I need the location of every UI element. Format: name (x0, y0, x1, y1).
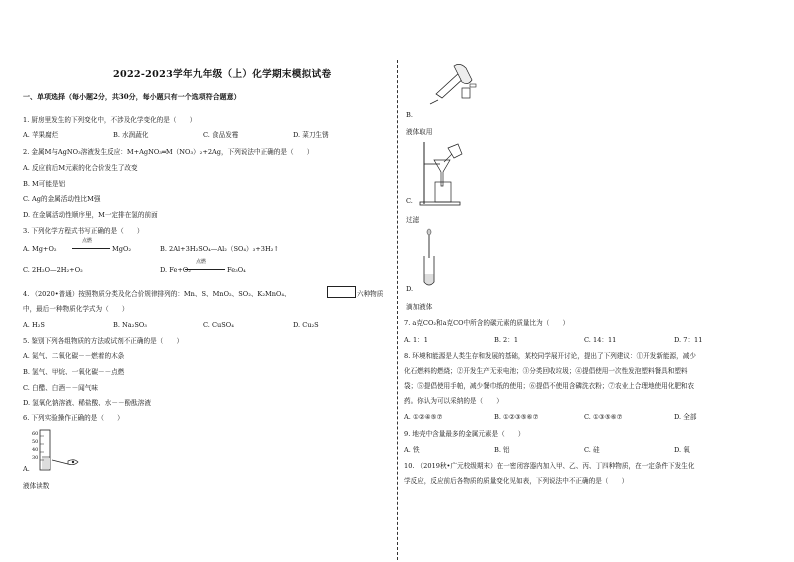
iron-stand-base (420, 202, 460, 205)
q6-option-b-caption: 液体取用 (406, 128, 433, 136)
q1-option-a: A. 苹果腐烂 (23, 131, 59, 139)
scale-label: 60 (32, 431, 39, 437)
question-8-line1: 8. 环境和能源是人类生存和发展的基础，某校同学展开讨论，提出了下列建议：①开发新能源，减少 (404, 352, 696, 360)
q3-a-product: MgO₂ (112, 245, 132, 253)
tube-mouth (430, 100, 438, 104)
q5-option-b: B. 氢气、甲烷、一氧化碳－－点燃 (23, 368, 125, 376)
q3-d-condition: 点燃 (196, 259, 207, 265)
page-title: 2022-2023学年九年级（上）化学期末模拟试卷 (113, 69, 332, 80)
scale-label: 30 (32, 455, 39, 461)
question-3-stem: 3. 下列化学方程式书写正确的是（ ） (23, 227, 144, 235)
q9-option-b: B. 铝 (494, 446, 510, 454)
question-10-line2: 学反应，反应前后各物质的质量变化见如表，下列说法中不正确的是（ ） (404, 477, 629, 485)
q9-option-a: A. 铁 (404, 446, 420, 454)
q1-option-d: D. 菜刀生锈 (293, 131, 329, 139)
filtration-figure (418, 140, 474, 206)
q3-d-reaction-line (185, 269, 225, 270)
liquid-pouring-figure (426, 64, 486, 108)
q3-option-d: D. Fe+O₂ (160, 266, 191, 274)
q4-option-b: B. Na₂SO₃ (113, 321, 147, 329)
q6-option-b-letter: B. (406, 111, 413, 119)
q6-option-d-letter: D. (406, 285, 414, 293)
q6-option-d-caption: 滴加液体 (406, 303, 433, 311)
q2-option-c: C. Ag的金属活动性比M强 (23, 195, 101, 203)
q6-option-c-letter: C. (406, 197, 413, 205)
q1-option-c: C. 食品发霉 (203, 131, 239, 139)
question-1-stem: 1. 厨房里发生的下列变化中，不涉及化学变化的是（ ） (23, 116, 197, 124)
question-6-stem: 6. 下列实验操作正确的是（ ） (23, 414, 124, 422)
q4-option-d: D. Cu₂S (293, 321, 319, 329)
q3-d-product: Fe₃O₄ (227, 266, 246, 274)
dropper-bulb (427, 229, 431, 235)
question-2-stem: 2. 金属M与AgNO₃溶液发生反应：M+AgNO₃═M（NO₃）₂+2Ag，下列说法中正确的是（ ） (23, 148, 314, 156)
question-7-stem: 7. a克CO₂和a克CO中所含的碳元素的质量比为（ ） (404, 319, 570, 327)
q7-option-a: A. 1：1 (404, 336, 428, 344)
q6-option-a-letter: A. (23, 465, 30, 473)
left-column (20, 0, 392, 562)
q3-option-b: B. 2Al+3H₂SO₄—Al₂（SO₄）₃+3H₂↑ (160, 245, 279, 253)
question-8-line2: 化石燃料的燃烧；②开发生产无汞电池；③分类回收垃圾；④提倡使用一次性发泡塑料餐具和塑料 (404, 367, 688, 375)
q3-option-c: C. 2H₂O—2H₂+O₂ (23, 266, 83, 274)
question-8-line4: 药。你认为可以采纳的是（ ） (404, 397, 503, 405)
q1-option-b: B. 水润蔬化 (113, 131, 149, 139)
q3-a-reaction-line (72, 248, 110, 249)
q4-option-c: C. CuSO₄ (203, 321, 234, 329)
q2-option-a: A. 反应前后M元素的化合价发生了改变 (23, 164, 138, 172)
q6-option-a-caption: 液体读数 (23, 482, 50, 490)
q9-option-d: D. 氧 (674, 446, 690, 454)
q7-option-b: B. 2：1 (494, 336, 519, 344)
sight-line (52, 460, 68, 464)
reagent-bottle (462, 88, 470, 98)
question-4-tail: 六种物质 (357, 290, 384, 298)
q5-option-d: D. 氢氧化钠溶液、稀盐酸、水－－酚酞溶液 (23, 399, 151, 407)
q6-option-c-caption: 过滤 (406, 216, 420, 224)
graduated-cylinder-reading-figure (28, 428, 98, 474)
tube-liquid (425, 274, 434, 285)
hand-icon (454, 64, 472, 83)
q8-option-d: D. 全部 (674, 413, 697, 421)
question-9-stem: 9. 地壳中含量最多的金属元素是（ ） (404, 430, 525, 438)
bottle-stopper (470, 84, 476, 87)
scale-label: 50 (32, 439, 39, 445)
scale-label: 40 (32, 447, 39, 453)
q2-option-d: D. 在金属活动性顺序里，M一定排在氢的前面 (23, 211, 158, 219)
dropper-figure (414, 228, 444, 290)
q5-option-a: A. 氮气、二氧化碳－－燃着的木条 (23, 352, 125, 360)
pupil (72, 461, 74, 463)
q3-a-condition: 点燃 (82, 238, 93, 244)
question-4-stem: 4. （2020•普通）按照物质分类及化合价规律排列的：Mn、S、MnO₂、SO₂、K₂MnO₄、 (23, 290, 291, 298)
glass-rod (444, 154, 452, 162)
question-4-stem-line2: 中，最后一种物质化学式为（ ） (23, 305, 129, 313)
column-divider (397, 60, 398, 560)
q8-option-a: A. ①②④⑤⑦ (404, 413, 443, 421)
q4-option-a: A. H₂S (23, 321, 45, 329)
q7-option-d: D. 7：11 (674, 336, 703, 344)
question-8-line3: 袋；⑤提倡使用手帕，减少餐巾纸的使用；⑥提倡不使用含磷洗衣粉；⑦农业上合理地使用化肥和农 (404, 382, 695, 390)
q3-option-a: A. Mg+O₂ (23, 245, 57, 253)
question-10-line1: 10. （2019秋•广元校级期末）在一密闭容器内加入甲、乙、丙、丁四种物质，在一定条件下发生化 (404, 462, 695, 470)
q2-option-b: B. M可能是铝 (23, 180, 66, 188)
q8-option-c: C. ①③⑤⑥⑦ (584, 413, 623, 421)
right-column (404, 0, 776, 562)
question-5-stem: 5. 鉴别下列各组物质的方法或试剂不正确的是（ ） (23, 337, 184, 345)
section-heading: 一、单项选择（每小题2分，共30分，每小题只有一个选项符合题意） (23, 92, 241, 101)
q8-option-b: B. ①②③⑤⑥⑦ (494, 413, 539, 421)
liquid-fill (42, 458, 50, 469)
q9-option-c: C. 硅 (584, 446, 600, 454)
answer-blank-box (327, 286, 356, 298)
q5-option-c: C. 白醋、白酒－－闻气味 (23, 384, 98, 392)
q7-option-c: C. 14：11 (584, 336, 617, 344)
